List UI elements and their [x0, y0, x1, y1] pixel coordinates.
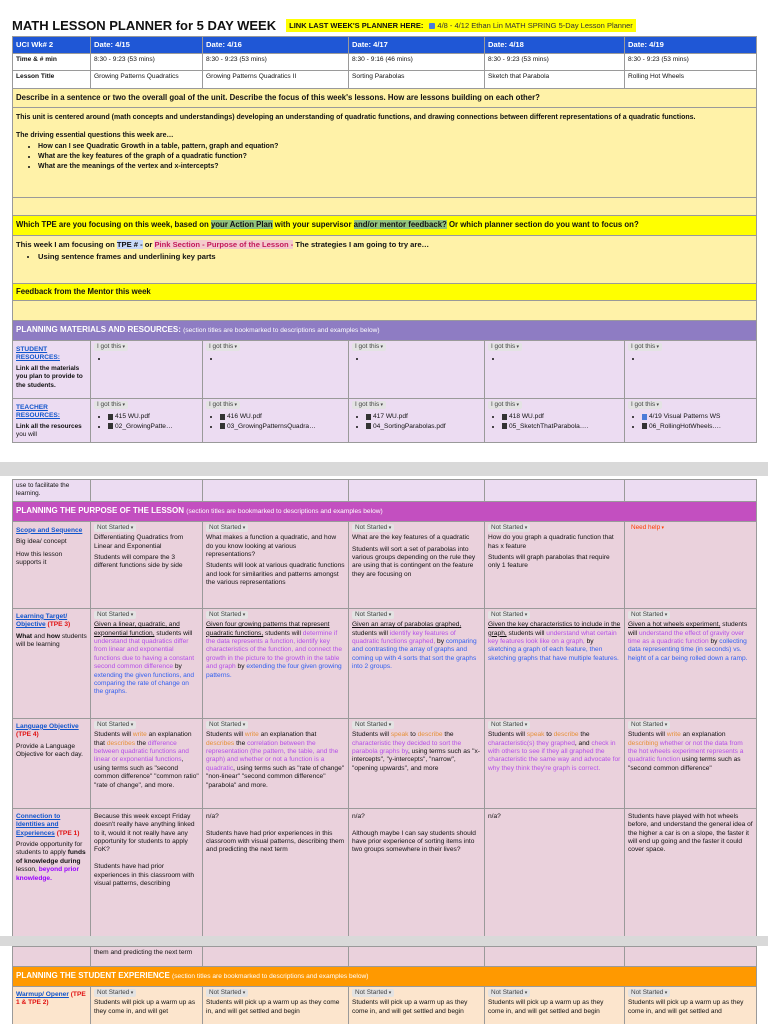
student-resources-desc: Link all the materials you plan to provide to the students. [16, 364, 83, 389]
goal-prompt-row [13, 89, 757, 108]
lang-cell[interactable]: Not Started ▾ Students will speak to describe the characteristic(s) they graphed, and check in with others to see if they all graphed the characteristic the same way and advocate for why they think they're graph is correct. [485, 718, 625, 808]
scope-cell[interactable]: Not Started ▾ How do you graph a quadratic function that has x feature Students will graph parabolas that require only 1 feature [485, 521, 625, 608]
status-dropdown[interactable]: I got this ▾ [488, 343, 522, 351]
status-dropdown[interactable]: Not Started ▾ [352, 721, 394, 729]
conn-cell[interactable]: n/a? [485, 808, 625, 936]
status-dropdown[interactable]: Not Started ▾ [488, 989, 530, 997]
warmup-label-cell: Warmup/ Opener (TPE 1 & TPE 2) [13, 987, 91, 1024]
goal-answer-cell[interactable] [13, 108, 757, 198]
spacer-row [13, 198, 757, 216]
time-cell[interactable]: 8:30 - 9:23 (53 mins) [485, 54, 625, 71]
lesson-title-label: Lesson Title [13, 71, 91, 89]
scope-link[interactable]: Scope and Sequence [16, 526, 83, 534]
status-dropdown[interactable]: I got this ▾ [206, 343, 240, 351]
tpe-number-chip[interactable]: TPE # - [116, 240, 143, 249]
scope-label-cell: Scope and Sequence Big idea/ concept How this lesson supports it [13, 521, 91, 608]
status-dropdown[interactable]: Not Started ▾ [206, 721, 248, 729]
materials-header: PLANNING MATERIALS AND RESOURCES: (section titles are bookmarked to descriptions and examples below) [13, 321, 757, 341]
file-link[interactable]: • 02_GrowingPatte… [108, 423, 199, 431]
student-resource-cell[interactable] [625, 341, 757, 399]
file-icon [366, 414, 371, 420]
date-1: Date: 4/15 [91, 37, 203, 54]
file-link[interactable]: • 417 WU.pdf [366, 413, 481, 421]
page-gap [0, 936, 768, 946]
file-icon [502, 423, 507, 429]
file-link[interactable]: • 4/19 Visual Patterns WS [642, 413, 753, 421]
feedback-title: Feedback from the Mentor this week [13, 284, 757, 301]
date-row [13, 37, 757, 54]
time-cell[interactable]: 8:30 - 9:23 (53 mins) [625, 54, 757, 71]
status-dropdown[interactable]: Not Started ▾ [94, 989, 136, 997]
essential-questions [38, 142, 753, 171]
file-icon [220, 414, 225, 420]
status-dropdown[interactable]: I got this ▾ [628, 343, 662, 351]
teacher-resource-cell[interactable] [625, 399, 757, 443]
scope-row [13, 521, 757, 608]
time-row [13, 54, 757, 71]
lt-cell[interactable]: Not Started ▾ Given four growing patterns that represent quadratic functions, students will determine if the data represents a function, identify key characteristics of the function, and connect the growth in the picture to the growth in the table and graph by extending the four given growing patterns. [203, 608, 349, 718]
lesson-title-cell[interactable]: Sorting Parabolas [349, 71, 485, 89]
teacher-resource-cell[interactable] [91, 399, 203, 443]
status-dropdown[interactable]: I got this ▾ [352, 401, 386, 409]
file-link[interactable]: • 04_SortingParabolas.pdf [366, 423, 481, 431]
date-2: Date: 4/16 [203, 37, 349, 54]
date-4: Date: 4/18 [485, 37, 625, 54]
status-dropdown[interactable]: Not Started ▾ [352, 524, 394, 532]
goal-answer-row [13, 108, 757, 198]
lt-link[interactable]: Learning Target/ Objective [16, 612, 68, 629]
student-resource-cell[interactable] [349, 341, 485, 399]
time-label: Time & # min [13, 54, 91, 71]
conn-cell[interactable]: Because this week except Friday doesn't really have anything linked to it, would it not really have any opportunity for students to apply FoK? Students have had prior experiences in this classroom with visual patterns, describing [91, 808, 203, 936]
page-gap [0, 462, 768, 476]
lt-cell[interactable]: Not Started ▾ Given a hot wheels experiment, students will understand the effect of gravity over time as a quadratic function by collecting data representing time (in seconds) vs. height of a car being rolled down a ramp. [625, 608, 757, 718]
lesson-title-cell[interactable]: Growing Patterns Quadratics II [203, 71, 349, 89]
spacer-cell [13, 198, 757, 216]
time-cell[interactable]: 8:30 - 9:16 (46 mins) [349, 54, 485, 71]
warmup-row [13, 987, 757, 1024]
planner-title: MATH LESSON PLANNER for 5 DAY WEEK [12, 17, 277, 33]
conn-cell[interactable]: Students have played with hot wheels before, and understand the general idea of the higher a car is on a slope, the faster it will end up going and the faster it could cover space. [625, 808, 757, 936]
file-icon [502, 414, 507, 420]
warmup-cell[interactable]: Not Started ▾ Students will pick up a warm up as they come in, and will get [91, 987, 203, 1024]
status-dropdown[interactable]: Not Started ▾ [206, 989, 248, 997]
status-dropdown[interactable]: Not Started ▾ [94, 721, 136, 729]
scope-cell[interactable] [625, 521, 757, 608]
conn-cont-row [13, 947, 757, 967]
experience-header-row [13, 967, 757, 987]
file-link[interactable]: • 06_RollingHotWheels…. [642, 423, 753, 431]
status-dropdown[interactable]: Not Started ▾ [352, 989, 394, 997]
questions-intro: The driving essential questions this week are… [16, 132, 174, 139]
conn-link[interactable]: Connection to Identities and Experiences [16, 812, 61, 837]
conn-cont-cell: them and predicting the next term [91, 947, 203, 967]
file-link[interactable]: • 418 WU.pdf [502, 413, 621, 421]
teacher-resource-cell[interactable] [485, 399, 625, 443]
teacher-resource-cell[interactable] [203, 399, 349, 443]
file-icon [220, 423, 225, 429]
warmup-cell[interactable]: Not Started ▾ Students will pick up a warm up as they come in, and will get settled and begin [485, 987, 625, 1024]
scope-cell[interactable]: Not Started ▾ What makes a function a quadratic, and how do you know looking at various representations? Students will look at various quadratic functions and look for similarities and patterns amongst the various representations [203, 521, 349, 608]
status-dropdown[interactable]: Not Started ▾ [488, 524, 530, 532]
status-dropdown[interactable]: Not Started ▾ [628, 721, 670, 729]
purpose-header-row [13, 501, 757, 521]
status-dropdown[interactable]: I got this ▾ [206, 401, 240, 409]
status-dropdown[interactable]: I got this ▾ [94, 343, 128, 351]
date-5: Date: 4/19 [625, 37, 757, 54]
teacher-resources-cont-row [13, 480, 757, 502]
page-1 [0, 0, 768, 462]
status-dropdown[interactable]: Not Started ▾ [94, 611, 136, 619]
warmup-link[interactable]: Warmup/ Opener [16, 991, 69, 998]
learning-target-row [13, 608, 757, 718]
student-resources-row [13, 341, 757, 399]
file-link[interactable]: • 416 WU.pdf [220, 413, 345, 421]
lang-cell[interactable]: Not Started ▾ Students will speak to describe the characteristic they decided to sort the parabola graphs by, using terms such as "x-intercepts", "y-intercepts", "narrow", "opening upwards", and more [349, 718, 485, 808]
file-icon [108, 423, 113, 429]
language-objective-row [13, 718, 757, 808]
warmup-cell[interactable]: Not Started ▾ Students will pick up a warm up as they come in, and will get settled and [625, 987, 757, 1024]
file-link[interactable]: • 05_SketchThatParabola…. [502, 423, 621, 431]
file-link[interactable]: • 03_GrowingPatternsQuadra… [220, 423, 345, 431]
lesson-title-row [13, 71, 757, 89]
planner-table-middle [12, 479, 757, 937]
student-resource-cell[interactable] [91, 341, 203, 399]
lesson-title-cell[interactable]: Growing Patterns Quadratics [91, 71, 203, 89]
teacher-resource-cell[interactable] [349, 399, 485, 443]
lang-link[interactable]: Language Objective [16, 722, 79, 730]
time-cell[interactable]: 8:30 - 9:23 (53 mins) [91, 54, 203, 71]
status-dropdown[interactable]: Not Started ▾ [206, 524, 248, 532]
status-dropdown[interactable]: Not Started ▾ [488, 611, 530, 619]
conn-label-cell: Connection to Identities and Experiences (TPE 1) Provide opportunity for students to apply funds of knowledge during lesson, beyond prior knowledge. [13, 808, 91, 936]
connection-row [13, 808, 757, 936]
file-icon [108, 414, 113, 420]
goal-answer: This unit is centered around (math concepts and understandings) developing an understanding of quadratic functions, and drawing connections between different representations of a quadratic functions. [16, 114, 696, 121]
conn-cell[interactable]: n/a? Students have had prior experiences in this classroom with visual patterns, describing them and predicting the next term [203, 808, 349, 936]
file-link[interactable]: • 415 WU.pdf [108, 413, 199, 421]
feedback-body-row [13, 301, 757, 321]
status-dropdown[interactable]: I got this ▾ [94, 401, 128, 409]
teacher-resources-label-cell [13, 399, 91, 443]
status-dropdown[interactable]: Not Started ▾ [628, 611, 670, 619]
page-2 [0, 476, 768, 936]
lang-cell[interactable]: Not Started ▾ Students will write an explanation describing whether or not the data from the hot wheels experiment represents a quadratic function using terms such as "second common difference" [625, 718, 757, 808]
status-dropdown[interactable]: Not Started ▾ [352, 611, 394, 619]
status-dropdown[interactable]: Need help ▾ [628, 524, 667, 532]
tpe-focus-cell[interactable] [13, 236, 757, 284]
goal-prompt: Describe in a sentence or two the overall goal of the unit. Describe the focus of this week's lessons. How are lessons building on each other? [13, 89, 757, 108]
teacher-resources-desc-cont: use to facilitate the learning. [13, 480, 91, 502]
tpe-focus-row [13, 236, 757, 284]
week-label: UCI Wk# 2 [13, 37, 91, 54]
student-resource-cell[interactable] [485, 341, 625, 399]
student-resource-cell[interactable] [203, 341, 349, 399]
time-cell[interactable]: 8:30 - 9:23 (53 mins) [203, 54, 349, 71]
teacher-resources-link[interactable]: TEACHER RESOURCES: [16, 404, 60, 420]
lt-cell[interactable]: Not Started ▾ Given the key characteristics to include in the graph, students will understand what certain key features look like on a graph, by sketching a graph of each feature, then sketching graphs that have multiple features. [485, 608, 625, 718]
scope-cell[interactable]: Not Started ▾ Differentiating Quadratics from Linear and Exponential Students will compare the 3 different functions side by side [91, 521, 203, 608]
feedback-title-row [13, 284, 757, 301]
lt-cell[interactable]: Not Started ▾ Given an array of parabolas graphed, students will identify key features of quadratic functions graphed, by comparing and contrasting the array of graphs and coming up with 4 sorts that sort the graphs into 2 groups. [349, 608, 485, 718]
lesson-title-cell[interactable]: Sketch that Parabola [485, 71, 625, 89]
essential-question: • What are the meanings of the vertex and x-intercepts? [38, 162, 753, 171]
status-dropdown[interactable]: I got this ▾ [352, 343, 386, 351]
conn-cell[interactable]: n/a? Although maybe I can say students should have prior experience of sorting items into two groups somewhere in their lives? [349, 808, 485, 936]
file-icon [366, 423, 371, 429]
planner-table-bottom [12, 946, 757, 1024]
student-resources-label-cell [13, 341, 91, 399]
status-dropdown[interactable]: Not Started ▾ [206, 611, 248, 619]
purpose-header: PLANNING THE PURPOSE OF THE LESSON (section titles are bookmarked to descriptions and examples below) [13, 501, 757, 521]
lesson-title-cell[interactable]: Rolling Hot Wheels [625, 71, 757, 89]
tpe-focus: This week I am focusing on TPE # - or Pink Section - Purpose of the Lesson - The strategies I am going to try are… [16, 240, 430, 249]
status-dropdown[interactable]: I got this ▾ [488, 401, 522, 409]
strategies [38, 252, 753, 262]
status-dropdown[interactable]: I got this ▾ [628, 401, 662, 409]
essential-question: • How can I see Quadratic Growth in a table, pattern, graph and equation? [38, 142, 753, 151]
last-week-link-label: LINK LAST WEEK'S PLANNER HERE: [286, 19, 426, 32]
warmup-cell[interactable]: Not Started ▾ Students will pick up a warm up as they come in, and will get settled and begin [203, 987, 349, 1024]
pink-section-chip[interactable]: Pink Section - Purpose of the Lesson - [154, 240, 294, 249]
status-dropdown[interactable]: Not Started ▾ [628, 989, 670, 997]
page-3 [0, 946, 768, 1024]
planner-table-top [12, 36, 757, 443]
doc-chip-icon [429, 23, 435, 29]
lang-label-cell: Language Objective (TPE 4) Provide a Language Objective for each day. [13, 718, 91, 808]
lang-cell[interactable]: Not Started ▾ Students will write an explanation that describes the difference between quadratic functions and linear or exponential functions, using terms such as "second common difference" "common ratio" "rate of change", and more. [91, 718, 203, 808]
date-3: Date: 4/17 [349, 37, 485, 54]
warmup-cell[interactable]: Not Started ▾ Students will pick up a warm up as they come in, and will get settled and begin [349, 987, 485, 1024]
scope-cell[interactable]: Not Started ▾ What are the key features of a quadratic Students will sort a set of parabolas into various groups depending on the rule they are using that is contingent on the feature they are focusing on [349, 521, 485, 608]
status-dropdown[interactable]: Not Started ▾ [94, 524, 136, 532]
teacher-resources-row [13, 399, 757, 443]
doc-icon [642, 414, 647, 420]
strategy-item: • Using sentence frames and underlining key parts [38, 252, 753, 262]
file-icon [642, 423, 647, 429]
lt-cell[interactable]: Not Started ▾ Given a linear, quadratic, and exponential function, students will understand that quadratics differ from linear and exponential functions due to having a constant second common difference by extending the given functions, and comparing the rate of change on the graphs. [91, 608, 203, 718]
tpe-prompt-row [13, 216, 757, 236]
essential-question: • What are the key features of the graph of a quadratic function? [38, 152, 753, 161]
lt-label-cell: Learning Target/ Objective (TPE 3) What and how students will be learning [13, 608, 91, 718]
last-week-planner-link[interactable]: 4/8 - 4/12 Ethan Lin MATH SPRING 5-Day Lesson Planner [426, 19, 635, 32]
status-dropdown[interactable]: Not Started ▾ [488, 721, 530, 729]
experience-header: PLANNING THE STUDENT EXPERIENCE (section titles are bookmarked to descriptions and examples below) [13, 967, 757, 987]
planner-header [12, 14, 636, 36]
feedback-body[interactable] [13, 301, 757, 321]
materials-header-row [13, 321, 757, 341]
tpe-prompt: Which TPE are you focusing on this week, based on your Action Plan with your supervisor and/or mentor feedback? Or which planner section do you want to focus on? [13, 216, 757, 236]
teacher-resources-desc: Link all the resources you will [16, 422, 82, 439]
student-resources-link[interactable]: STUDENT RESOURCES: [16, 346, 60, 362]
lang-cell[interactable]: Not Started ▾ Students will write an explanation that describes the correlation between the representation (the pattern, the table, and the graph) and whether or not a function is a quadratic, using terms such as "rate of change" "non-linear" "second common difference" "parabola" and more. [203, 718, 349, 808]
